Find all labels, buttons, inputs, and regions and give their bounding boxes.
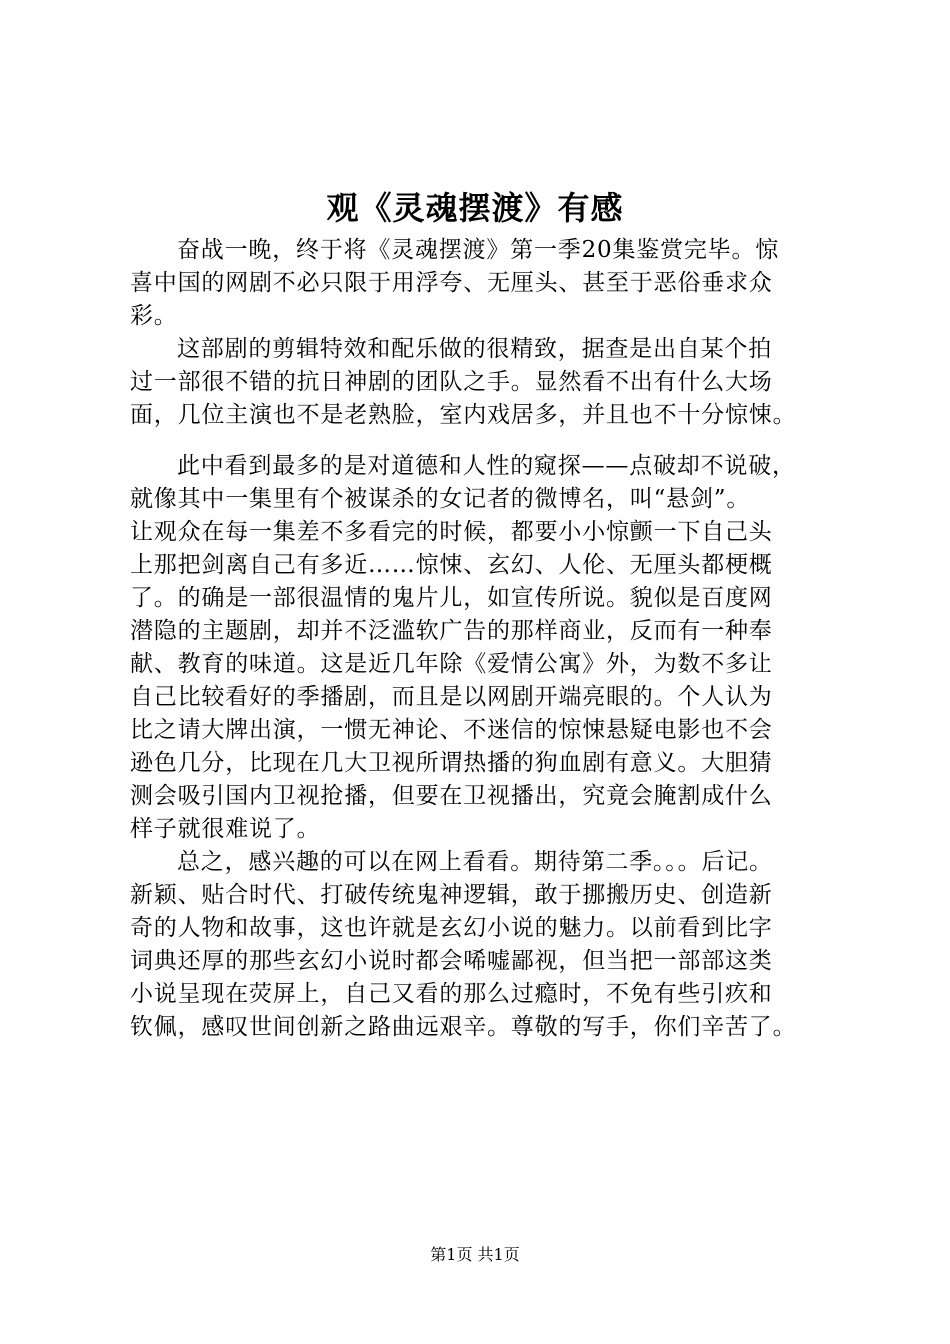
text-line: 钦佩，感叹世间创新之路曲远艰辛。尊敬的写手，你们辛苦了。 — [130, 1014, 797, 1040]
text-line: 奇的人物和故事，这也许就是玄幻小说的魅力。以前看到比字 — [130, 915, 773, 941]
text-line: 逊色几分，比现在几大卫视所谓热播的狗血剧有意义。大胆猜 — [130, 750, 773, 776]
paragraph-gap — [130, 432, 835, 450]
text-line: 彩。 — [130, 303, 178, 329]
text-line: 让观众在每一集差不多看完的时候，都要小小惊颤一下自己头 — [130, 519, 773, 545]
text-line: 这部剧的剪辑特效和配乐做的很精致，据查是出自某个拍 — [177, 336, 772, 362]
text-line: 上那把剑离自己有多近……惊悚、玄幻、人伦、无厘头都梗概 — [130, 552, 773, 578]
text-line: 新颖、贴合时代、打破传统鬼神逻辑，敢于挪搬历史、创造新 — [130, 882, 773, 908]
text-line: 潜隐的主题剧，却并不泛滥软广告的那样商业，反而有一种奉 — [130, 618, 773, 644]
text-line: 就像其中一集里有个被谋杀的女记者的微博名，叫“悬剑”。 — [130, 486, 751, 512]
text-line: 献、教育的味道。这是近几年除《爱情公寓》外，为数不多让 — [130, 651, 773, 677]
text-line: 过一部很不错的抗日神剧的团队之手。显然看不出有什么大场 — [130, 369, 773, 395]
text-line: 总之，感兴趣的可以在网上看看。期待第二季。。。后记。 — [177, 849, 773, 875]
page-title: 观《灵魂摆渡》有感 — [326, 189, 624, 227]
text-line: 奋战一晚，终于将《灵魂摆渡》第一季20集鉴赏完毕。惊 — [177, 237, 780, 263]
text-line: 自己比较看好的季播剧，而且是以网剧开端亮眼的。个人认为 — [130, 684, 773, 710]
text-line: 测会吸引国内卫视抢播，但要在卫视播出，究竟会腌割成什么 — [130, 783, 773, 809]
paragraph — [130, 450, 835, 846]
text-line: 此中看到最多的是对道德和人性的窥探——点破却不说破， — [177, 453, 796, 479]
text-line: 小说呈现在荧屏上，自己又看的那么过瘾时，不免有些引疚和 — [130, 981, 773, 1007]
text-line: 喜中国的网剧不必只限于用浮夸、无厘头、甚至于恶俗垂求众 — [130, 270, 773, 296]
text-line: 面，几位主演也不是老熟脸，室内戏居多，并且也不十分惊悚。 — [130, 402, 797, 428]
paragraph — [130, 234, 835, 333]
text-line: 样子就很难说了。 — [130, 816, 321, 842]
text-line: 比之请大牌出演，一惯无神论、不迷信的惊悚悬疑电影也不会 — [130, 717, 773, 743]
article-body — [130, 234, 835, 1044]
text-line: 了。的确是一部很温情的鬼片儿，如宣传所说。貌似是百度网 — [130, 585, 773, 611]
paragraph — [130, 846, 835, 1044]
text-line: 词典还厚的那些玄幻小说时都会唏嘘鄙视，但当把一部部这类 — [130, 948, 773, 974]
paragraph — [130, 333, 835, 432]
page-footer: 第1页 共1页 — [430, 1245, 520, 1264]
